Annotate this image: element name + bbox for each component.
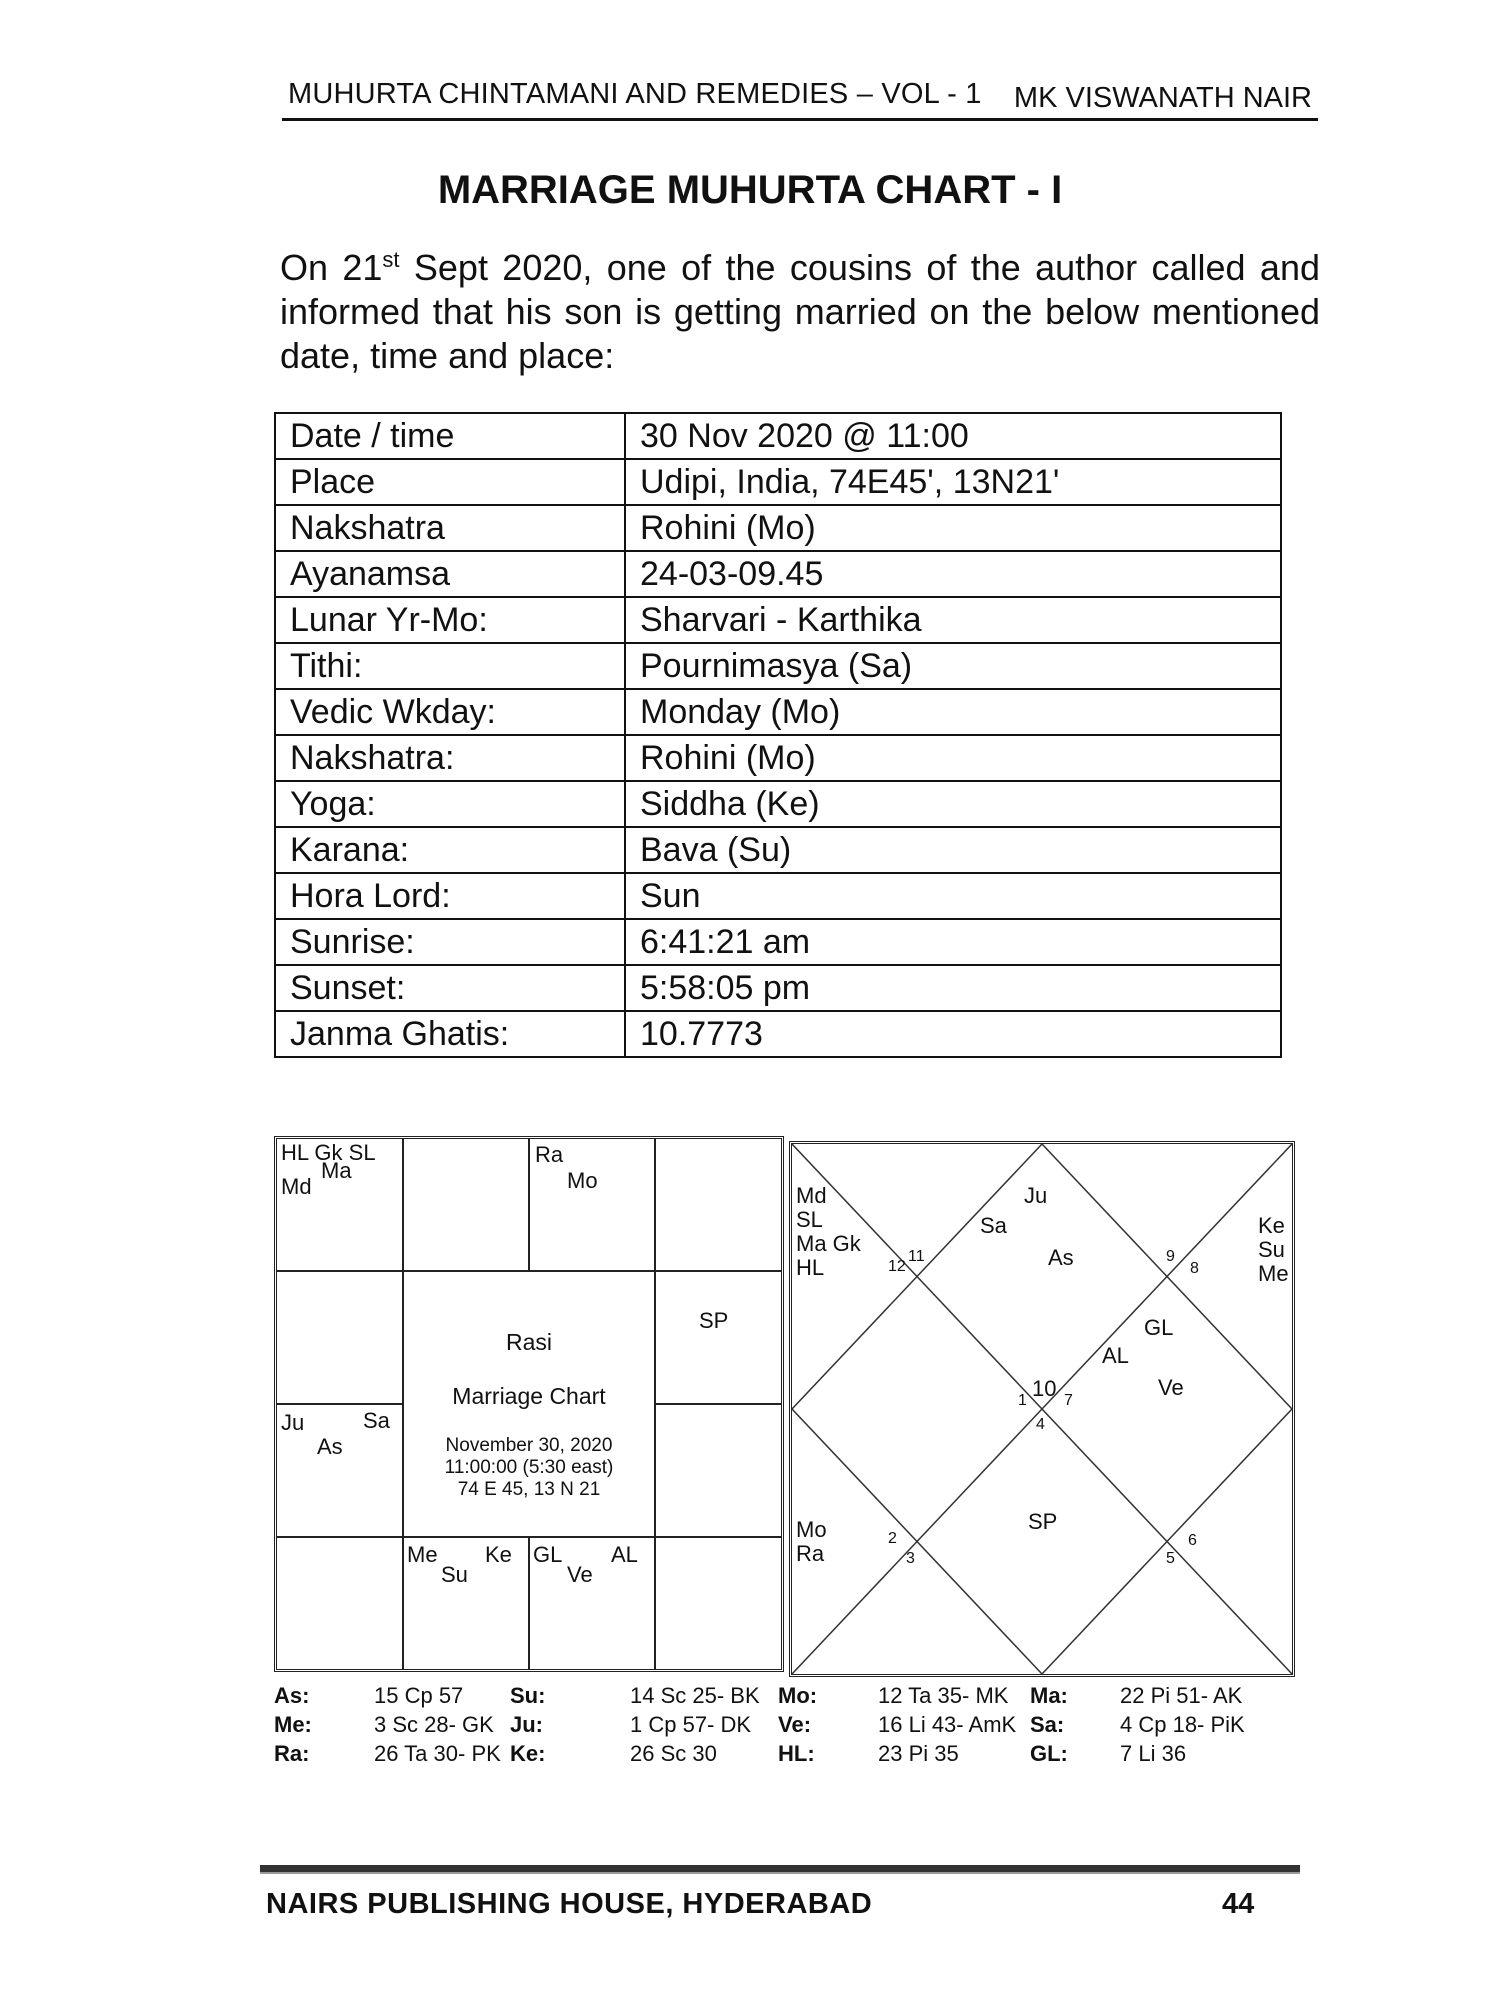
house-number: 2 [888,1530,897,1547]
north-planet-al: AL [1102,1343,1129,1368]
author-name: MK VISWANATH NAIR [1013,82,1312,114]
rasi-center-title: Rasi [505,1329,552,1355]
planet-position: 15 Cp 57 [374,1683,464,1708]
positions-row [274,1683,1304,1712]
detail-row [275,551,1281,597]
rasi-taurus-planets-2: Mo [567,1168,598,1193]
rasi-libra-planets-2: AL [611,1542,638,1567]
positions-row [274,1712,1304,1741]
rasi-center-coords: 74 E 45, 13 N 21 [457,1479,601,1500]
planet-position: 22 Pi 51- AK [1120,1683,1243,1708]
rasi-libra-planets-1: GL [533,1542,563,1567]
planet-position: 26 Sc 30 [630,1741,717,1766]
house-number: 8 [1190,1260,1199,1277]
detail-value: 24-03-09.45 [625,551,1281,597]
house-number: 6 [1188,1532,1197,1549]
muhurta-details-table [274,412,1282,1058]
detail-row [275,689,1281,735]
detail-value: Sun [625,873,1281,919]
footer-publisher: NAIRS PUBLISHING HOUSE, HYDERABAD [266,1888,873,1920]
page-number: 44 [1222,1888,1255,1920]
intro-text-end: Sept 2020, one of the cousins of the author called and informed that his son is getting married on the below mentioned date, time and place: [280,247,1320,376]
detail-row [275,827,1281,873]
house-number: 10 [1032,1376,1057,1401]
detail-row [275,505,1281,551]
rasi-libra-planets-3: Ve [567,1562,593,1587]
planet-position: 1 Cp 57- DK [630,1712,752,1737]
detail-label: Sunset: [275,965,625,1011]
detail-value: 5:58:05 pm [625,965,1281,1011]
north-planet-gl: GL [1144,1315,1174,1340]
north-planet-sp: SP [1028,1509,1058,1534]
detail-label: Nakshatra: [275,735,625,781]
planet-label: GL: [1030,1741,1068,1766]
house-number: 5 [1166,1550,1175,1567]
detail-value: Bava (Su) [625,827,1281,873]
north-indian-chart [789,1141,1295,1677]
rasi-taurus-planets-1: Ra [535,1142,564,1167]
house-number: 9 [1166,1248,1175,1265]
north-planet-ve: Ve [1158,1375,1184,1400]
rasi-pisces-planets-3: Md [281,1174,312,1199]
detail-label: Tithi: [275,643,625,689]
planet-label: Ra: [274,1741,310,1766]
planet-label: Ke: [510,1741,546,1766]
detail-value: 6:41:21 am [625,919,1281,965]
north-left-top-planets-1: Md [796,1183,827,1208]
planet-positions [274,1683,1304,1770]
detail-label: Nakshatra [275,505,625,551]
detail-value: Siddha (Ke) [625,781,1281,827]
rasi-capricorn-planets-3: As [317,1434,343,1459]
rasi-capricorn-planets-1: Ju [281,1410,305,1435]
intro-superscript: st [382,247,400,272]
positions-row [274,1741,1304,1770]
north-left-top-planets-2: SL [796,1207,823,1232]
detail-label: Yoga: [275,781,625,827]
detail-value: Udipi, India, 74E45', 13N21' [625,459,1281,505]
north-chart-grid [792,1144,1292,1674]
detail-label: Hora Lord: [275,873,625,919]
detail-row [275,873,1281,919]
rasi-scorpio-planets-2: Ke [485,1542,512,1567]
planet-label: Mo: [778,1683,818,1708]
house-number: 3 [906,1550,915,1567]
detail-label: Place [275,459,625,505]
footer-rule [260,1865,1300,1874]
planet-label: Su: [510,1683,546,1708]
house-number: 4 [1036,1416,1045,1433]
detail-value: 10.7773 [625,1011,1281,1057]
planet-position: 4 Cp 18- PiK [1120,1712,1245,1737]
north-right-top-planets-2: Su [1258,1237,1285,1262]
page-title: MARRIAGE MUHURTA CHART - I [437,168,1063,212]
detail-row [275,459,1281,505]
planet-position: 23 Pi 35 [878,1741,959,1766]
detail-row [275,643,1281,689]
detail-row [275,781,1281,827]
detail-value: Rohini (Mo) [625,505,1281,551]
detail-row [275,965,1281,1011]
house-number: 12 [888,1258,906,1275]
planet-label: Sa: [1030,1712,1065,1737]
rasi-chart [274,1136,784,1672]
detail-value: 30 Nov 2020 @ 11:00 [625,413,1281,459]
north-left-bottom-planets-1: Mo [796,1517,827,1542]
detail-label: Date / time [275,413,625,459]
planet-label: Ju: [510,1712,543,1737]
north-right-top-planets-3: Me [1258,1261,1289,1286]
planet-position: 3 Sc 28- GK [374,1712,494,1737]
house-number: 1 [1018,1392,1027,1409]
north-left-bottom-planets-2: Ra [796,1541,825,1566]
rasi-scorpio-planets-1: Me [407,1542,438,1567]
detail-value: Rohini (Mo) [625,735,1281,781]
north-left-top-planets-3: Ma Gk [796,1231,861,1256]
detail-label: Lunar Yr-Mo: [275,597,625,643]
planet-label: HL: [778,1741,815,1766]
planet-label: As: [274,1683,310,1708]
running-header [282,72,1318,121]
intro-text-start: On 21 [280,247,383,288]
detail-label: Ayanamsa [275,551,625,597]
north-planet-sa: Sa [980,1213,1007,1238]
planet-position: 12 Ta 35- MK [878,1683,1009,1708]
rasi-aquarius-planets: SP [699,1308,729,1333]
planet-position: 14 Sc 25- BK [630,1683,760,1708]
rasi-pisces-planets-2: Ma [321,1158,352,1183]
detail-label: Karana: [275,827,625,873]
planet-label: Ve: [778,1712,812,1737]
planet-position: 26 Ta 30- PK [374,1741,501,1766]
detail-label: Sunrise: [275,919,625,965]
detail-row [275,919,1281,965]
planet-position: 7 Li 36 [1120,1741,1187,1766]
planet-label: Ma: [1030,1683,1068,1708]
intro-paragraph [280,238,1320,378]
rasi-capricorn-planets-2: Sa [363,1408,390,1433]
detail-label: Vedic Wkday: [275,689,625,735]
rasi-center-subtitle: Marriage Chart [452,1383,606,1409]
detail-row [275,413,1281,459]
book-title: MUHURTA CHINTAMANI AND REMEDIES – VOL - 1 [288,78,982,110]
detail-row [275,1011,1281,1057]
planet-label: Me: [274,1712,312,1737]
north-planet-ju: Ju [1024,1183,1048,1208]
house-number: 11 [908,1248,925,1265]
rasi-scorpio-planets-3: Su [441,1562,468,1587]
north-left-top-planets-4: HL [796,1255,825,1280]
north-right-top-planets-1: Ke [1258,1213,1285,1238]
house-number: 7 [1064,1392,1073,1409]
detail-value: Sharvari - Karthika [625,597,1281,643]
planet-position: 16 Li 43- AmK [878,1712,1017,1737]
detail-value: Pournimasya (Sa) [625,643,1281,689]
rasi-center-date: November 30, 2020 [445,1435,613,1456]
detail-label: Janma Ghatis: [275,1011,625,1057]
detail-row [275,597,1281,643]
rasi-pisces-planets-1: HL Gk SL [281,1140,376,1165]
detail-row [275,735,1281,781]
rasi-center-time: 11:00:00 (5:30 east) [444,1457,614,1478]
detail-value: Monday (Mo) [625,689,1281,735]
north-planet-as: As [1048,1245,1074,1270]
